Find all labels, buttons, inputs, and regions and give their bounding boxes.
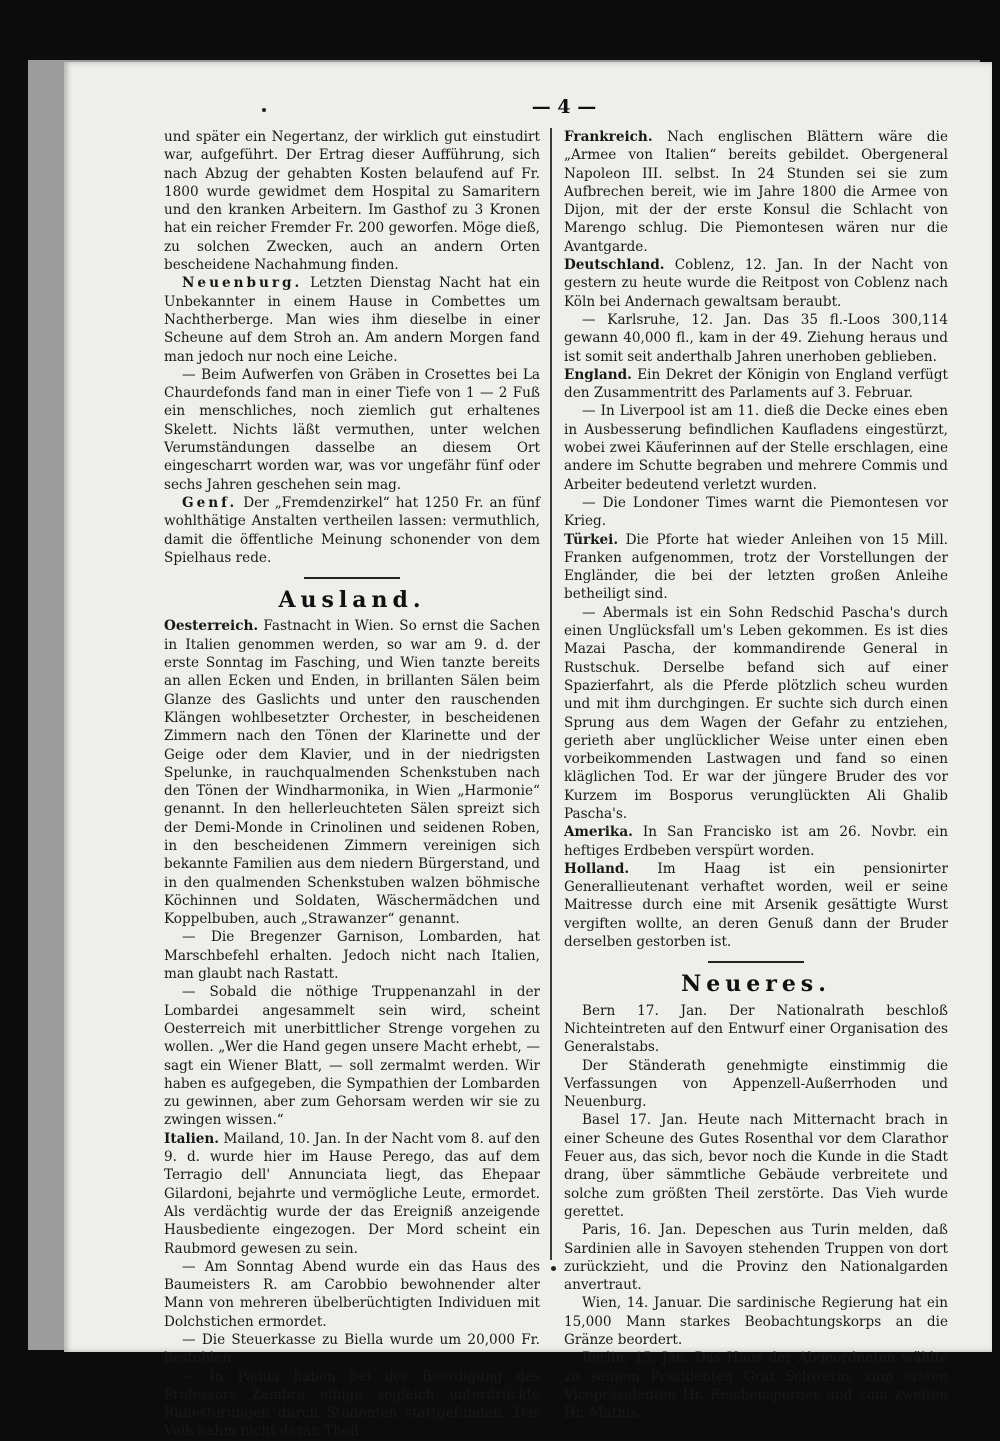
ink-speck bbox=[262, 108, 266, 112]
article-paragraph: — Sobald die nöthige Truppenanzahl in der Lombardei angesammelt sein wird, scheint Oesterreich mit unerbittlicher Strenge vorgehen zu wollen. „Wer die Hand gegen unsere Macht erhebt, — sagt ein Wiener Blatt, — soll zermalmt werden. Wir haben es aufgegeben, die Sympathien der Lombarden zu gewinnen, aber zum Gehorsam werden wir sie zu zwingen wissen.“ bbox=[164, 984, 540, 1129]
article-paragraph: — Die Bregenzer Garnison, Lombarden, hat Marschbefehl erhalten. Jedoch nicht nach Italien, man glaubt nach Rastatt. bbox=[164, 929, 540, 983]
article-paragraph: Italien. Mailand, 10. Jan. In der Nacht vom 8. auf den 9. d. wurde hier im Hause Perego, das auf dem Terragio dell' Annunciata liegt, das Ehepaar Gilardoni, bejahrte und vermögliche Leute, ermordet. Als verdächtig wurde der das Ereigniß anzeigende Hausbediente eingezogen. Der Mord scheint ein Raubmord gewesen zu sein. bbox=[164, 1130, 540, 1257]
country-heading: Türkei. bbox=[564, 531, 619, 548]
article-paragraph: — Die Londoner Times warnt die Piemontesen vor Krieg. bbox=[564, 494, 948, 530]
country-heading: Frankreich. bbox=[564, 129, 653, 145]
article-paragraph: — Karlsruhe, 12. Jan. Das 35 fl.-Loos 300,114 gewann 40,000 fl., kam in der 49. Ziehung heraus und ist somit seit anderthalb Jahren unerhoben geblieben. bbox=[564, 311, 948, 365]
section-heading-neueres: Neueres. bbox=[681, 971, 831, 998]
article-paragraph: — In Liverpool ist am 11. dieß die Decke eines eben in Ausbesserung befindlichen Kaufladens eingestürzt, wobei zwei Käuferinnen auf der Stelle erschlagen, eine andere im Schutte begraben und mehrere Commis und Arbeiter bedeutend verletzt wurden. bbox=[564, 403, 948, 493]
article-paragraph: Berlin, 15. Jan. Das Haus der Abgeordneten wählte zu seinem Präsidenten Graf Schwerin, zum ersten Vicepräsidenten Hr. Reichensperger und zum zweiten Hr. Mathis. bbox=[564, 1350, 948, 1422]
section-divider bbox=[708, 961, 804, 963]
article-paragraph: Basel 17. Jan. Heute nach Mitternacht brach in einer Scheune des Gutes Rosenthal vor dem Clarathor Feuer aus, das sich, bevor noch die Kunde in die Stadt drang, über sämmtliche Gebäude verbreitete und solche zum größten Theil zerstörte. Das Vieh wurde gerettet. bbox=[564, 1112, 948, 1220]
article-paragraph: England. Ein Dekret der Königin von England verfügt den Zusammentritt des Parlaments auf 3. Februar. bbox=[564, 366, 948, 402]
article-paragraph: — Am Sonntag Abend wurde ein das Haus des Baumeisters R. am Carobbio bewohnender alter Mann von mehreren übelberüchtigten Individuen mit Dolchstichen ermordet. bbox=[164, 1258, 540, 1330]
article-paragraph: — In Padua haben bei der Beerdigung des Professors Zambra einige sogleich unterdrückte Ruhestörungen durch Studenten stattgefunden. Das Volk nahm nicht daran Theil. bbox=[164, 1368, 540, 1440]
article-paragraph: Amerika. In San Francisko ist am 26. Novbr. ein heftiges Erdbeben verspürt worden. bbox=[564, 824, 948, 859]
section-heading-ausland: Ausland. bbox=[278, 587, 426, 614]
country-heading: Amerika. bbox=[564, 824, 633, 841]
country-heading: Italien. bbox=[164, 1130, 220, 1147]
article-paragraph: Bern 17. Jan. Der Nationalrath beschloß Nichteintreten auf den Entwurf einer Organisation des Generalstabs. bbox=[564, 1002, 948, 1056]
right-column bbox=[564, 128, 948, 1422]
article-paragraph: Holland. Im Haag ist ein pensionirter Generallieutenant verhaftet worden, weil er seine Maitresse durch eine mit Arsenik gesättigte Wurst vergiften wollte, an deren Genuß dann der Bruder derselben gestorben ist. bbox=[564, 860, 948, 951]
article-paragraph: Deutschland. Coblenz, 12. Jan. In der Nacht von gestern zu heute wurde die Reitpost von Coblenz nach Köln bei Andernach gewaltsam beraubt. bbox=[564, 257, 948, 310]
article-paragraph: Oesterreich. Fastnacht in Wien. So ernst die Sachen in Italien genommen werden, so war am 9. d. der erste Sonntag im Fasching, und Wien tanzte bereits an allen Ecken und Enden, in brillanten Sälen beim Glanze des Gaslichts und unter den rauschenden Klängen wohlbesetzter Orchester, in bescheidenen Zimmern nach den Tönen der Klarinette und der Geige oder dem Klavier, und in der niedrigsten Spelunke, in rauchqualmenden Schenkstuben nach den Tönen der Windharmonika, in Wien „Harmonie“ genannt. In den hellerleuchteten Sälen spreizt sich der Demi-Monde in Crinolinen und seidenen Roben, in den bescheidenen Zimmern vereinigen sich bekannte Familien aus dem niedern Bürgerstand, und in den qualmenden Schenkstuben walzen böhmische Köchinnen und Soldaten, Wäschermädchen und Koppelbuben, auch „Strawanzer“ genannt. bbox=[164, 618, 540, 928]
article-paragraph: Der Ständerath genehmigte einstimmig die Verfassungen von Appenzell-Außerrhoden und Neuenburg. bbox=[564, 1057, 948, 1111]
article-paragraph: und später ein Negertanz, der wirklich gut einstudirt war, aufgeführt. Der Ertrag dieser Aufführung, sich nach Abzug der gehabten Kosten belaufend auf Fr. 1800 wurde gewidmet dem Hospital zu Samaritern und den kranken Arbeitern. Im Gasthof zu 3 Kronen hat ein reicher Fremder Fr. 200 geworfen. Möge dieß, zu solchen Zwecken, auch an andern Orten bescheidene Nachahmung finden. bbox=[164, 129, 540, 274]
article-paragraph: Frankreich. Nach englischen Blättern wäre die „Armee von Italien“ bereits gebildet. Obergeneral Napoleon III. selbst. In 24 Stunden sei sie zum Aufbrechen bereit, wie im Jahre 1800 die Armee von Dijon, mit der der erste Konsul die Schlacht von Marengo schlug. Die Piemontesen wären nur die Avantgarde. bbox=[564, 129, 948, 255]
country-heading: England. bbox=[564, 366, 632, 383]
country-heading: Oesterreich. bbox=[164, 618, 259, 635]
article-paragraph: — Beim Aufwerfen von Gräben in Crosettes bei La Chaurdefonds fand man in einer Tiefe von 1 — 2 Fuß ein menschliches, noch ziemlich gut erhaltenes Skelett. Nichts läßt vermuthen, unter welchen Verumständungen dasselbe an diesem Ort eingescharrt worden war, was vor ungefähr fünf oder sechs Jahren geschehen sein mag. bbox=[164, 366, 540, 493]
article-paragraph: — Abermals ist ein Sohn Redschid Pascha's durch einen Unglücksfall um's Leben gekommen. Es ist dies Mazai Pascha, der kommandirende General in Rustschuk. Derselbe befand sich auf einer Spazierfahrt, als die Pferde plötzlich scheu wurden und mit ihm durchgingen. Er suchte sich durch einen Sprung aus dem Wagen der Gefahr zu entziehen, gerieth aber unglücklicher Weise unter einen eben vorbeikommenden Lastwagen und fand so einen kläglichen Tod. Er war der jüngere Bruder des vor Kurzem im Bosporus verunglückten Ali Ghalib Pascha's. bbox=[564, 604, 948, 822]
page-number: — 4 — bbox=[531, 96, 597, 118]
dateline: Neuenburg. bbox=[182, 275, 303, 292]
article-paragraph: — Die Steuerkasse zu Biella wurde um 20,000 Fr. bestohlen. bbox=[164, 1332, 540, 1367]
article-paragraph: Neuenburg. Letzten Dienstag Nacht hat ein Unbekannter in einem Hause in Combettes um Nachtherberge. Man wies ihm dieselbe in einer Scheune auf dem Stroh an. Am andern Morgen fand man jedoch nur noch eine Leiche. bbox=[164, 275, 540, 365]
article-paragraph: Wien, 14. Januar. Die sardinische Regierung hat ein 15,000 Mann starkes Beobachtungskorps an die Gränze beordert. bbox=[564, 1295, 948, 1348]
left-column bbox=[164, 128, 540, 1441]
ink-speck bbox=[551, 1266, 556, 1271]
article-paragraph: Genf. Der „Fremdenzirkel“ hat 1250 Fr. an fünf wohlthätige Anstalten vertheilen lassen: vermuthlich, damit die öffentliche Meinung schonender von dem Spielhaus rede. bbox=[164, 494, 540, 566]
country-heading: Holland. bbox=[564, 860, 630, 877]
article-paragraph: Paris, 16. Jan. Depeschen aus Turin melden, daß Sardinien alle in Savoyen stehenden Truppen von dort zurückzieht, und die Provinz den Nationalgarden anvertraut. bbox=[564, 1222, 948, 1294]
article-paragraph: Türkei. Die Pforte hat wieder Anleihen von 15 Mill. Franken aufgenommen, trotz der Vorstellungen der Engländer, die bei der letzten großen Anleihe betheiligt sind. bbox=[564, 531, 948, 603]
country-heading: Deutschland. bbox=[564, 257, 665, 274]
section-divider bbox=[304, 577, 400, 579]
dateline: Genf. bbox=[182, 494, 238, 511]
column-divider bbox=[550, 128, 552, 1260]
